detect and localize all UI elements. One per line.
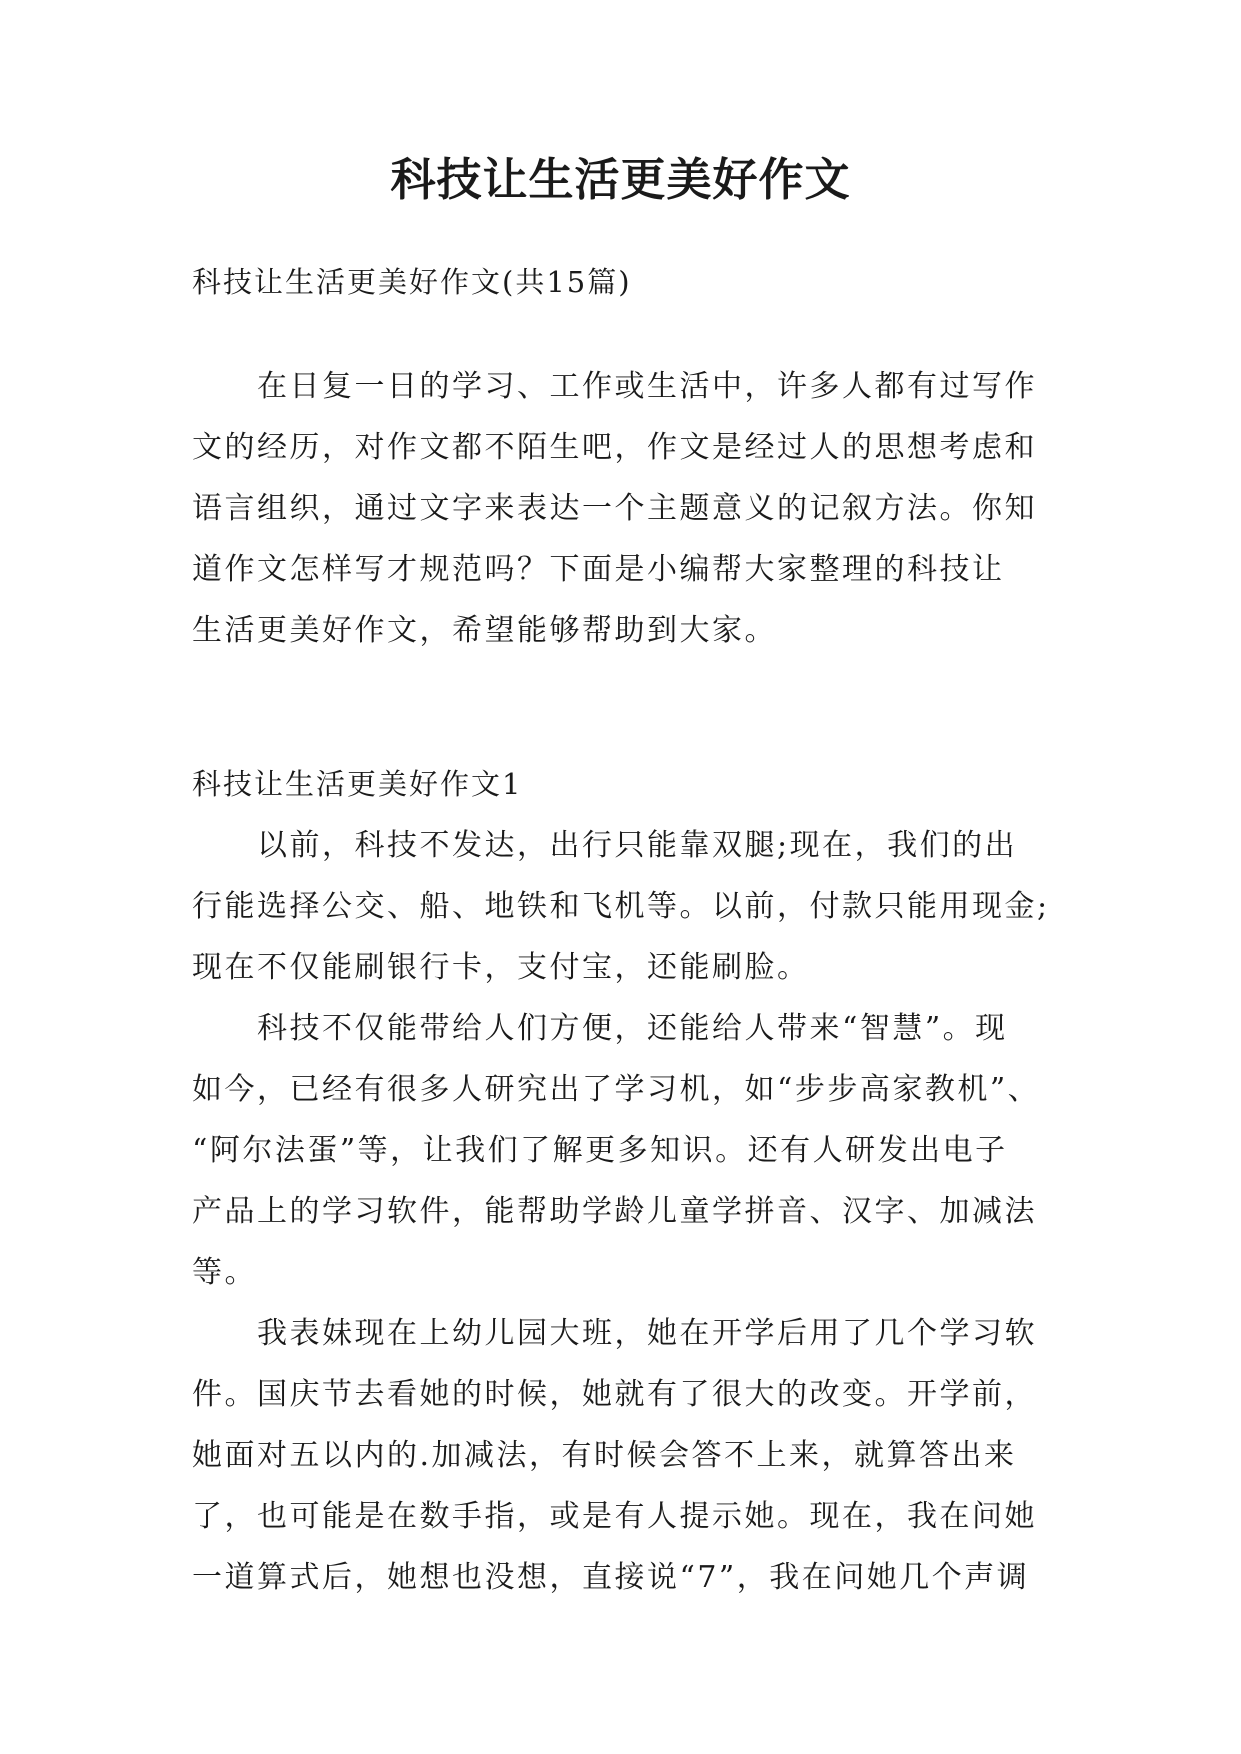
text-line: 我表妹现在上幼儿园大班，她在开学后用了几个学习软 (192, 1316, 1037, 1351)
text-line: 产品上的学习软件，能帮助学龄儿童学拼音、汉字、加减法 (192, 1194, 1037, 1229)
body-paragraph-2 (192, 998, 1052, 1303)
text-line: 行能选择公交、船、地铁和飞机等。以前，付款只能用现金; (192, 889, 1050, 924)
text-line: 了，也可能是在数手指，或是有人提示她。现在，我在问她 (192, 1499, 1037, 1534)
text-line: 在日复一日的学习、工作或生活中，许多人都有过写作 (192, 369, 1037, 404)
document-subtitle: 科技让生活更美好作文(共15篇) (192, 265, 632, 299)
text-line: 如今，已经有很多人研究出了学习机，如“步步高家教机”、 (192, 1072, 1041, 1107)
text-line: 她面对五以内的.加减法，有时候会答不上来，就算答出来 (192, 1438, 1017, 1473)
text-line: 文的经历，对作文都不陌生吧，作文是经过人的思想考虑和 (192, 430, 1037, 465)
body-paragraph-1 (192, 815, 1052, 998)
body-paragraph-3 (192, 1303, 1052, 1608)
text-line: 件。国庆节去看她的时候，她就有了很大的改变。开学前， (192, 1377, 1037, 1412)
text-line: 科技不仅能带给人们方便，还能给人带来“智慧”。现 (192, 1011, 1008, 1046)
text-line: 等。 (192, 1255, 257, 1290)
section-heading: 科技让生活更美好作文1 (192, 767, 523, 801)
text-line: 道作文怎样写才规范吗？下面是小编帮大家整理的科技让 (192, 552, 1005, 587)
text-line: 以前，科技不发达，出行只能靠双腿;现在，我们的出 (192, 828, 1018, 863)
intro-paragraph (192, 356, 1052, 661)
text-line: 生活更美好作文，希望能够帮助到大家。 (192, 613, 777, 648)
page-title: 科技让生活更美好作文 (390, 153, 851, 206)
text-line: “阿尔法蛋”等，让我们了解更多知识。还有人研发出电子 (192, 1133, 1008, 1168)
text-line: 一道算式后，她想也没想，直接说“7”，我在问她几个声调 (192, 1560, 1030, 1595)
text-line: 语言组织，通过文字来表达一个主题意义的记叙方法。你知 (192, 491, 1037, 526)
text-line: 现在不仅能刷银行卡，支付宝，还能刷脸。 (192, 950, 810, 985)
